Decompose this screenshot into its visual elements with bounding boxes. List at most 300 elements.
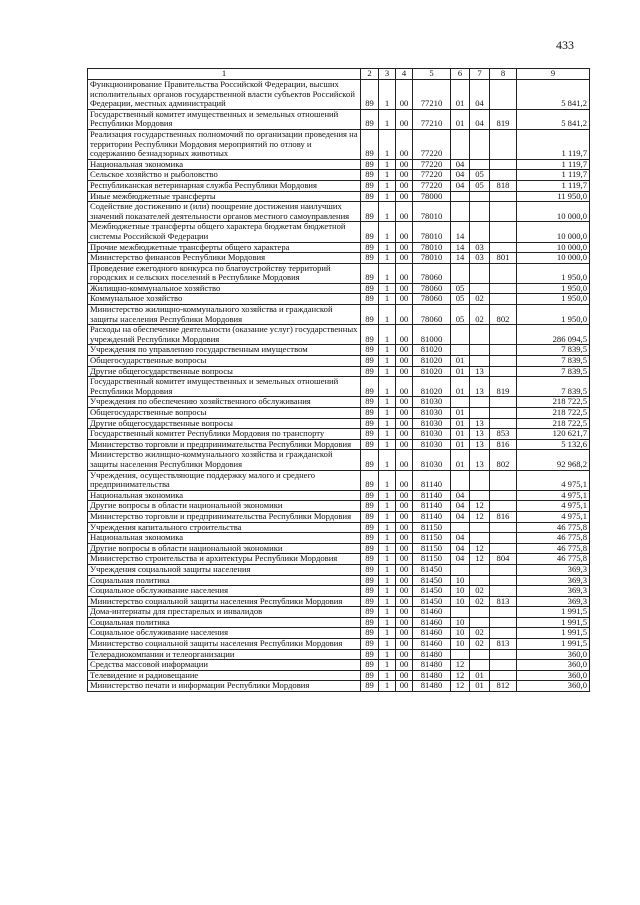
row-ministry-code (490, 418, 517, 429)
row-col3: 1 (379, 522, 396, 533)
row-name: Расходы на обеспечение деятельности (оказание услуг) государственных учреждений Республики Мордовия (88, 325, 361, 345)
row-target-code: 81480 (413, 660, 451, 671)
row-amount: 46 775,8 (517, 522, 590, 533)
row-subsection: 12 (470, 501, 490, 512)
row-col2: 89 (361, 242, 379, 253)
row-subsection (470, 533, 490, 544)
row-section: 04 (451, 533, 470, 544)
row-amount: 369,3 (517, 586, 590, 597)
row-name: Иные межбюджетные трансферты (88, 191, 361, 202)
table-row (88, 543, 590, 554)
row-col4: 00 (396, 242, 413, 253)
row-target-code: 81460 (413, 617, 451, 628)
row-target-code: 81460 (413, 607, 451, 618)
row-target-code: 81150 (413, 554, 451, 565)
row-col4: 00 (396, 222, 413, 242)
row-col3: 1 (379, 575, 396, 586)
row-col2: 89 (361, 522, 379, 533)
row-ministry-code: 819 (490, 377, 517, 397)
row-name: Министерство финансов Республики Мордовия (88, 253, 361, 264)
row-col2: 89 (361, 325, 379, 345)
row-amount: 11 950,0 (517, 191, 590, 202)
row-amount: 360,0 (517, 660, 590, 671)
row-col4: 00 (396, 649, 413, 660)
row-col2: 89 (361, 670, 379, 681)
row-ministry-code (490, 222, 517, 242)
row-section: 04 (451, 543, 470, 554)
row-target-code: 81450 (413, 564, 451, 575)
table-row (88, 490, 590, 501)
row-section (451, 263, 470, 283)
row-target-code: 81460 (413, 628, 451, 639)
row-ministry-code (490, 191, 517, 202)
row-col2: 89 (361, 649, 379, 660)
row-name: Национальная экономика (88, 159, 361, 170)
row-target-code: 81030 (413, 450, 451, 470)
row-subsection: 12 (470, 543, 490, 554)
row-target-code: 81020 (413, 377, 451, 397)
row-name: Функционирование Правительства Российской Федерации, высших исполнительных органов государственной власти субъектов Российской Федерации, местных администраций (88, 80, 361, 110)
row-ministry-code (490, 366, 517, 377)
row-col2: 89 (361, 607, 379, 618)
table-row (88, 159, 590, 170)
row-section (451, 607, 470, 618)
row-name: Другие общегосударственные вопросы (88, 418, 361, 429)
row-section: 10 (451, 639, 470, 650)
row-amount: 1 950,0 (517, 294, 590, 305)
row-col4: 00 (396, 283, 413, 294)
row-section: 10 (451, 596, 470, 607)
table-row (88, 429, 590, 440)
row-section: 01 (451, 109, 470, 129)
row-col3: 1 (379, 191, 396, 202)
row-amount: 1 950,0 (517, 283, 590, 294)
row-amount: 46 775,8 (517, 533, 590, 544)
row-amount: 46 775,8 (517, 554, 590, 565)
row-target-code: 77220 (413, 159, 451, 170)
row-section: 04 (451, 511, 470, 522)
row-subsection: 13 (470, 450, 490, 470)
row-col4: 00 (396, 366, 413, 377)
row-amount: 1 991,5 (517, 617, 590, 628)
row-col4: 00 (396, 607, 413, 618)
row-target-code: 81030 (413, 429, 451, 440)
header-cell: 5 (413, 69, 451, 80)
row-target-code: 78010 (413, 222, 451, 242)
table-row (88, 617, 590, 628)
row-col3: 1 (379, 439, 396, 450)
row-ministry-code (490, 670, 517, 681)
row-col4: 00 (396, 554, 413, 565)
row-ministry-code: 802 (490, 305, 517, 325)
row-section (451, 345, 470, 356)
row-amount: 218 722,5 (517, 408, 590, 419)
row-section: 01 (451, 356, 470, 367)
row-target-code: 78060 (413, 305, 451, 325)
row-section: 01 (451, 366, 470, 377)
row-col4: 00 (396, 586, 413, 597)
table-row (88, 628, 590, 639)
row-col3: 1 (379, 554, 396, 565)
row-section: 05 (451, 305, 470, 325)
row-name: Общегосударственные вопросы (88, 408, 361, 419)
row-name: Средства массовой информации (88, 660, 361, 671)
row-col2: 89 (361, 180, 379, 191)
table-row (88, 242, 590, 253)
row-col4: 00 (396, 470, 413, 490)
row-ministry-code (490, 170, 517, 181)
row-ministry-code (490, 263, 517, 283)
table-row (88, 470, 590, 490)
row-col4: 00 (396, 564, 413, 575)
row-ministry-code (490, 660, 517, 671)
row-subsection: 02 (470, 628, 490, 639)
row-subsection: 13 (470, 377, 490, 397)
row-amount: 369,3 (517, 596, 590, 607)
row-name: Реализация государственных полномочий по организации проведения на территории Республики Мордовия мероприятий по отлову и содержанию безнадзорных животных (88, 129, 361, 159)
row-subsection: 13 (470, 418, 490, 429)
row-col3: 1 (379, 377, 396, 397)
row-name: Прочие межбюджетные трансферты общего характера (88, 242, 361, 253)
row-col4: 00 (396, 180, 413, 191)
row-section: 10 (451, 617, 470, 628)
row-col3: 1 (379, 283, 396, 294)
row-subsection: 05 (470, 180, 490, 191)
row-col3: 1 (379, 170, 396, 181)
row-section (451, 397, 470, 408)
row-ministry-code (490, 649, 517, 660)
row-name: Телевидение и радиовещание (88, 670, 361, 681)
row-col2: 89 (361, 408, 379, 419)
row-ministry-code: 816 (490, 511, 517, 522)
row-col3: 1 (379, 490, 396, 501)
row-subsection (470, 356, 490, 367)
row-col2: 89 (361, 294, 379, 305)
row-subsection: 04 (470, 109, 490, 129)
row-subsection: 13 (470, 429, 490, 440)
row-subsection: 12 (470, 554, 490, 565)
row-ministry-code (490, 586, 517, 597)
row-target-code: 77210 (413, 80, 451, 110)
row-section: 01 (451, 418, 470, 429)
row-subsection (470, 564, 490, 575)
row-subsection (470, 607, 490, 618)
row-name: Коммунальное хозяйство (88, 294, 361, 305)
row-ministry-code (490, 564, 517, 575)
row-col4: 00 (396, 377, 413, 397)
row-name: Министерство жилищно-коммунального хозяйства и гражданской защиты населения Республики Мордовия (88, 450, 361, 470)
row-amount: 7 839,5 (517, 345, 590, 356)
row-name: Учреждения социальной защиты населения (88, 564, 361, 575)
row-subsection: 01 (470, 681, 490, 692)
row-target-code: 81150 (413, 543, 451, 554)
row-target-code: 81450 (413, 596, 451, 607)
row-section: 04 (451, 501, 470, 512)
row-target-code: 81460 (413, 639, 451, 650)
row-col2: 89 (361, 575, 379, 586)
row-ministry-code (490, 345, 517, 356)
row-col4: 00 (396, 533, 413, 544)
row-amount: 7 839,5 (517, 366, 590, 377)
row-subsection: 12 (470, 511, 490, 522)
row-amount: 5 841,2 (517, 80, 590, 110)
table-row (88, 129, 590, 159)
row-subsection (470, 617, 490, 628)
row-subsection (470, 325, 490, 345)
row-col2: 89 (361, 202, 379, 222)
table-row (88, 109, 590, 129)
row-name: Проведение ежегодного конкурса по благоустройству территорий городских и сельских поселений в Республике Мордовия (88, 263, 361, 283)
row-col4: 00 (396, 253, 413, 264)
row-target-code: 77220 (413, 170, 451, 181)
table-row (88, 202, 590, 222)
row-col3: 1 (379, 305, 396, 325)
row-col4: 00 (396, 660, 413, 671)
row-col3: 1 (379, 501, 396, 512)
row-ministry-code: 804 (490, 554, 517, 565)
header-cell: 9 (517, 69, 590, 80)
row-target-code: 81030 (413, 418, 451, 429)
row-subsection: 02 (470, 639, 490, 650)
row-amount: 360,0 (517, 681, 590, 692)
row-section: 04 (451, 170, 470, 181)
row-col4: 00 (396, 345, 413, 356)
row-target-code: 77220 (413, 129, 451, 159)
row-amount: 1 991,5 (517, 628, 590, 639)
row-section: 14 (451, 242, 470, 253)
header-cell: 2 (361, 69, 379, 80)
row-subsection: 03 (470, 253, 490, 264)
row-subsection: 02 (470, 596, 490, 607)
row-subsection (470, 575, 490, 586)
row-name: Национальная экономика (88, 533, 361, 544)
row-section: 04 (451, 159, 470, 170)
row-target-code: 81150 (413, 533, 451, 544)
row-name: Министерство социальной защиты населения Республики Мордовия (88, 639, 361, 650)
row-section (451, 470, 470, 490)
row-ministry-code (490, 283, 517, 294)
row-amount: 369,3 (517, 564, 590, 575)
row-section: 01 (451, 429, 470, 440)
row-name: Социальное обслуживание населения (88, 586, 361, 597)
row-section (451, 564, 470, 575)
row-name: Социальная политика (88, 575, 361, 586)
budget-table (87, 68, 590, 692)
row-subsection (470, 129, 490, 159)
table-row (88, 191, 590, 202)
page-number: 433 (556, 38, 574, 52)
row-col2: 89 (361, 418, 379, 429)
row-col3: 1 (379, 242, 396, 253)
row-ministry-code (490, 522, 517, 533)
table-row (88, 408, 590, 419)
row-amount: 5 841,2 (517, 109, 590, 129)
row-col3: 1 (379, 180, 396, 191)
row-col2: 89 (361, 511, 379, 522)
table-row (88, 596, 590, 607)
row-col4: 00 (396, 490, 413, 501)
row-name: Учреждения по обеспечению хозяйственного обслуживания (88, 397, 361, 408)
row-subsection: 03 (470, 242, 490, 253)
row-col3: 1 (379, 429, 396, 440)
row-name: Другие вопросы в области национальной экономики (88, 543, 361, 554)
row-subsection: 02 (470, 305, 490, 325)
row-ministry-code: 813 (490, 596, 517, 607)
row-name: Жилищно-коммунальное хозяйство (88, 283, 361, 294)
row-section: 01 (451, 377, 470, 397)
row-name: Республиканская ветеринарная служба Республики Мордовия (88, 180, 361, 191)
row-target-code: 81480 (413, 649, 451, 660)
table-row (88, 180, 590, 191)
row-target-code: 81450 (413, 575, 451, 586)
row-section: 04 (451, 554, 470, 565)
row-subsection (470, 159, 490, 170)
row-subsection: 01 (470, 670, 490, 681)
row-section (451, 129, 470, 159)
table-row (88, 170, 590, 181)
row-col4: 00 (396, 639, 413, 650)
row-name: Министерство жилищно-коммунального хозяйства и гражданской защиты населения Республики Мордовия (88, 305, 361, 325)
row-section: 05 (451, 283, 470, 294)
row-col4: 00 (396, 575, 413, 586)
row-col3: 1 (379, 681, 396, 692)
row-col2: 89 (361, 305, 379, 325)
row-amount: 4 975,1 (517, 501, 590, 512)
row-target-code: 81030 (413, 439, 451, 450)
row-name: Общегосударственные вопросы (88, 356, 361, 367)
row-ministry-code (490, 408, 517, 419)
row-target-code: 81140 (413, 490, 451, 501)
table-row (88, 522, 590, 533)
row-col3: 1 (379, 253, 396, 264)
row-target-code: 77210 (413, 109, 451, 129)
table-row (88, 377, 590, 397)
table-row (88, 366, 590, 377)
row-amount: 92 968,2 (517, 450, 590, 470)
row-name: Учреждения, осуществляющие поддержку малого и среднего предпринимательства (88, 470, 361, 490)
row-name: Министерство торговли и предпринимательства Республики Мордовия (88, 439, 361, 450)
row-amount: 10 000,0 (517, 253, 590, 264)
row-section (451, 325, 470, 345)
table-row (88, 263, 590, 283)
row-col2: 89 (361, 345, 379, 356)
row-ministry-code (490, 628, 517, 639)
header-cell: 1 (88, 69, 361, 80)
table-row (88, 670, 590, 681)
row-amount: 5 132,6 (517, 439, 590, 450)
row-subsection (470, 222, 490, 242)
row-col2: 89 (361, 191, 379, 202)
row-col2: 89 (361, 628, 379, 639)
row-subsection (470, 283, 490, 294)
row-col2: 89 (361, 596, 379, 607)
row-ministry-code (490, 607, 517, 618)
row-ministry-code (490, 356, 517, 367)
row-name: Сельское хозяйство и рыболовство (88, 170, 361, 181)
row-amount: 1 119,7 (517, 129, 590, 159)
row-target-code: 81450 (413, 586, 451, 597)
row-target-code: 78060 (413, 283, 451, 294)
row-name: Дома-интернаты для престарелых и инвалидов (88, 607, 361, 618)
row-subsection: 05 (470, 170, 490, 181)
row-col3: 1 (379, 366, 396, 377)
row-col2: 89 (361, 450, 379, 470)
row-col3: 1 (379, 345, 396, 356)
row-col2: 89 (361, 439, 379, 450)
row-col3: 1 (379, 129, 396, 159)
row-ministry-code (490, 470, 517, 490)
row-target-code: 81020 (413, 345, 451, 356)
row-col3: 1 (379, 639, 396, 650)
table-row (88, 439, 590, 450)
row-name: Другие общегосударственные вопросы (88, 366, 361, 377)
row-col3: 1 (379, 533, 396, 544)
row-amount: 120 621,7 (517, 429, 590, 440)
row-subsection (470, 202, 490, 222)
row-col4: 00 (396, 129, 413, 159)
row-target-code: 78060 (413, 263, 451, 283)
header-cell: 8 (490, 69, 517, 80)
row-target-code: 77220 (413, 180, 451, 191)
table-row (88, 575, 590, 586)
row-ministry-code (490, 294, 517, 305)
row-target-code: 78000 (413, 191, 451, 202)
row-amount: 360,0 (517, 649, 590, 660)
table-body (88, 80, 590, 692)
row-section: 04 (451, 180, 470, 191)
row-ministry-code (490, 501, 517, 512)
row-col2: 89 (361, 159, 379, 170)
row-col4: 00 (396, 397, 413, 408)
row-col4: 00 (396, 356, 413, 367)
table-row (88, 356, 590, 367)
row-col3: 1 (379, 450, 396, 470)
row-col2: 89 (361, 617, 379, 628)
row-amount: 1 119,7 (517, 180, 590, 191)
row-amount: 218 722,5 (517, 418, 590, 429)
row-amount: 46 775,8 (517, 543, 590, 554)
row-target-code: 81030 (413, 408, 451, 419)
row-col3: 1 (379, 222, 396, 242)
row-name: Содействие достижению и (или) поощрение достижения наилучших значений показателей деятельности органов местного самоуправления (88, 202, 361, 222)
table-row (88, 564, 590, 575)
row-col2: 89 (361, 501, 379, 512)
row-target-code: 78060 (413, 294, 451, 305)
row-col2: 89 (361, 543, 379, 554)
table-row (88, 450, 590, 470)
row-name: Министерство торговли и предпринимательства Республики Мордовия (88, 511, 361, 522)
row-subsection (470, 408, 490, 419)
row-ministry-code (490, 490, 517, 501)
row-section: 10 (451, 586, 470, 597)
table-row (88, 397, 590, 408)
row-col4: 00 (396, 418, 413, 429)
row-section: 04 (451, 490, 470, 501)
row-ministry-code (490, 397, 517, 408)
row-subsection (470, 660, 490, 671)
row-subsection: 04 (470, 80, 490, 110)
row-col2: 89 (361, 366, 379, 377)
row-col4: 00 (396, 408, 413, 419)
row-section: 12 (451, 681, 470, 692)
row-col3: 1 (379, 397, 396, 408)
row-col4: 00 (396, 325, 413, 345)
row-ministry-code: 853 (490, 429, 517, 440)
row-col4: 00 (396, 202, 413, 222)
row-target-code: 81000 (413, 325, 451, 345)
row-col3: 1 (379, 564, 396, 575)
row-subsection (470, 490, 490, 501)
